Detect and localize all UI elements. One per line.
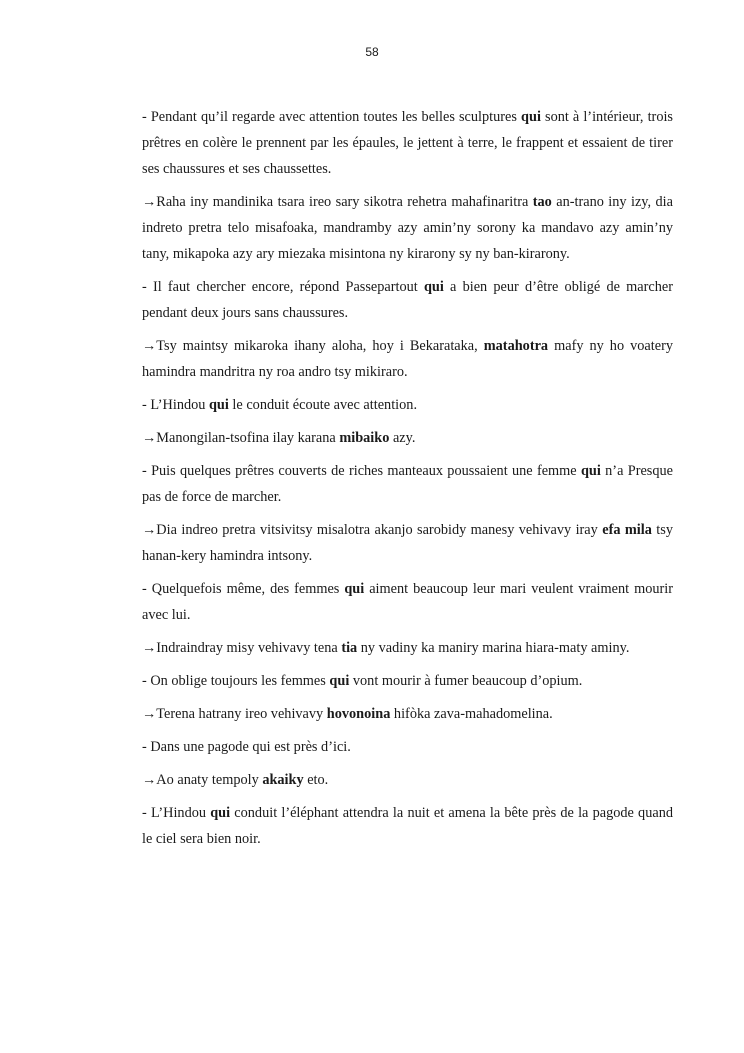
text-segment: le conduit écoute avec attention. <box>228 397 418 413</box>
bold-term: qui <box>208 397 229 413</box>
bold-term: qui <box>580 463 601 479</box>
text-segment: vont mourir à fumer beaucoup d’opium. <box>349 673 583 689</box>
text-segment: →Tsy maintsy mikaroka ihany aloha, hoy i Bekarataka, <box>142 338 484 354</box>
paragraph <box>142 274 673 326</box>
paragraph <box>142 189 673 267</box>
paragraph <box>142 517 673 569</box>
paragraph <box>142 425 673 451</box>
paragraph <box>142 576 673 628</box>
bold-term: qui <box>344 581 365 597</box>
text-segment: →Raha iny mandinika tsara ireo sary sikotra rehetra mahafinaritra <box>142 194 533 210</box>
text-segment: - Dans une pagode qui est près d’ici. <box>142 739 351 755</box>
text-segment: →Ao anaty tempoly <box>142 772 263 788</box>
text-segment: ny vadiny ka maniry marina hiara-maty aminy. <box>357 640 630 656</box>
text-segment: tsy hanan-kery hamindra intsony. <box>142 522 673 564</box>
text-segment: - Quelquefois même, des femmes <box>142 581 345 597</box>
bold-term: qui <box>423 279 444 295</box>
paragraph <box>142 668 673 694</box>
text-segment: sont à l’intérieur, trois prêtres en colère le prennent par les épaules, le jettent à terre, le frappent et essaient de tirer ses chaussures et ses chaussettes. <box>142 109 673 177</box>
bold-term: akaiky <box>262 772 304 788</box>
bold-term: mibaiko <box>339 430 390 446</box>
paragraph <box>142 701 673 727</box>
text-segment: - Il faut chercher encore, répond Passepartout <box>142 279 424 295</box>
text-segment: →Indraindray misy vehivavy tena <box>142 640 342 656</box>
document-body <box>142 104 673 859</box>
bold-term: hovonoina <box>326 706 391 722</box>
text-segment: →Dia indreo pretra vitsivitsy misalotra akanjo sarobidy manesy vehivavy iray <box>142 522 603 538</box>
paragraph <box>142 800 673 852</box>
text-segment: - Puis quelques prêtres couverts de riches manteaux poussaient une femme <box>142 463 581 479</box>
bold-term: qui <box>210 805 231 821</box>
text-segment: - On oblige toujours les femmes <box>142 673 330 689</box>
paragraph <box>142 458 673 510</box>
bold-term: qui <box>521 109 541 125</box>
bold-term: tia <box>341 640 358 656</box>
bold-term: qui <box>329 673 350 689</box>
text-segment: →Manongilan-tsofina ilay karana <box>142 430 340 446</box>
text-segment: hifòka zava-mahadomelina. <box>390 706 553 722</box>
text-segment: azy. <box>389 430 416 446</box>
text-segment: →Terena hatrany ireo vehivavy <box>142 706 327 722</box>
text-segment: - L’Hindou <box>142 805 211 821</box>
paragraph <box>142 333 673 385</box>
text-segment: n’a Presque pas de force de marcher. <box>142 463 674 505</box>
text-segment: mafy ny ho voatery hamindra mandritra ny roa andro tsy mikiraro. <box>142 338 673 380</box>
paragraph <box>142 392 673 418</box>
bold-term: efa mila <box>602 522 652 538</box>
text-segment: eto. <box>303 772 329 788</box>
paragraph <box>142 635 673 661</box>
paragraph <box>142 734 673 760</box>
text-segment: - L’Hindou <box>142 397 209 413</box>
text-segment: an-trano iny izy, dia indreto pretra telo misafoaka, mandramby azy amin’ny sorony ka mandavo azy amin’ny tany, mikapoka azy ary miezaka misintona ny kirarony sy ny ban-kirarony. <box>142 194 673 262</box>
paragraph <box>142 767 673 793</box>
paragraph <box>142 104 673 182</box>
text-segment: conduit l’éléphant attendra la nuit et amena la bête près de la pagode quand le ciel sera bien noir. <box>142 805 673 847</box>
text-segment: a bien peur d’être obligé de marcher pendant deux jours sans chaussures. <box>142 279 674 321</box>
bold-term: tao <box>532 194 552 210</box>
page-number: 58 <box>365 45 379 59</box>
text-segment: aiment beaucoup leur mari veulent vraiment mourir avec lui. <box>142 581 673 623</box>
text-segment: - Pendant qu’il regarde avec attention toutes les belles sculptures <box>142 109 522 125</box>
bold-term: matahotra <box>483 338 549 354</box>
